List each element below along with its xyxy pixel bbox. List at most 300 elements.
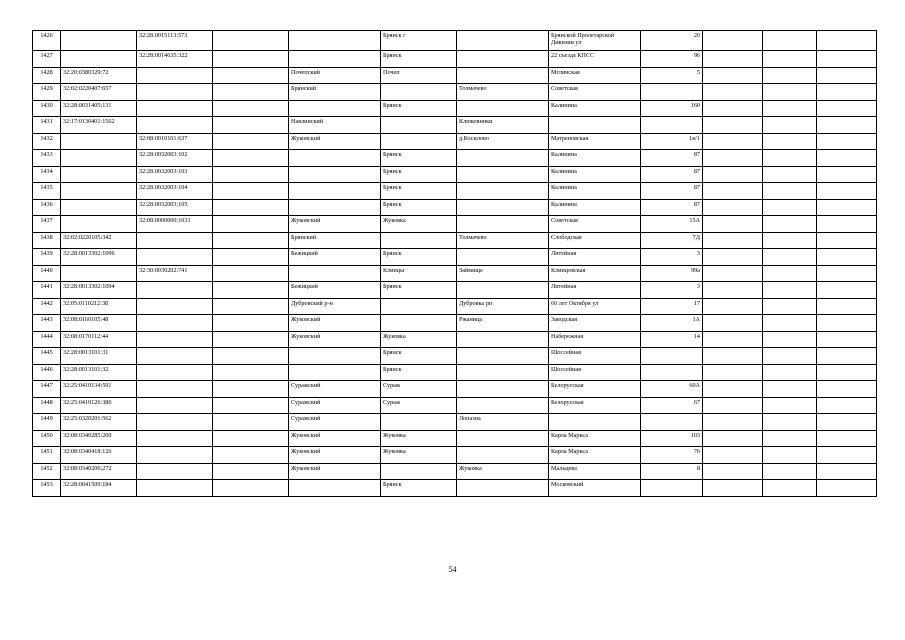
cell-settlement (457, 348, 549, 365)
cell-city: Брянск (381, 480, 457, 497)
cell-city: Клинцы (381, 265, 457, 282)
cell-settlement (457, 150, 549, 167)
cell-extra-3 (817, 183, 877, 200)
cell-extra-cadastral (213, 100, 289, 117)
table-row (33, 381, 877, 398)
cell-city (381, 463, 457, 480)
cell-settlement (457, 430, 549, 447)
cell-cadastral-number-building (137, 447, 213, 464)
cell-settlement (457, 166, 549, 183)
cell-cadastral-number-building (137, 348, 213, 365)
table-row (33, 133, 877, 150)
cell-district (289, 31, 381, 51)
cell-street: Калинина (549, 183, 641, 200)
cell-extra-3 (817, 249, 877, 266)
cell-extra-1 (703, 133, 763, 150)
cell-extra-cadastral (213, 67, 289, 84)
cell-city: Брянск (381, 100, 457, 117)
cell-settlement (457, 31, 549, 51)
cell-extra-cadastral (213, 166, 289, 183)
cell-settlement (457, 331, 549, 348)
cell-settlement: Толмачево (457, 232, 549, 249)
cell-extra-1 (703, 480, 763, 497)
cell-settlement: Толмачево (457, 84, 549, 101)
cell-row-number: 1429 (33, 84, 61, 101)
cell-extra-2 (763, 117, 817, 134)
cell-house-number: 1А (641, 315, 703, 332)
cell-row-number: 1442 (33, 298, 61, 315)
cell-city: Жуковка (381, 216, 457, 233)
cell-extra-3 (817, 381, 877, 398)
cell-extra-cadastral (213, 199, 289, 216)
cell-extra-2 (763, 183, 817, 200)
cell-district: Бежицкий (289, 249, 381, 266)
table-row (33, 249, 877, 266)
cell-cadastral-number-building: 32:28:0032003:104 (137, 183, 213, 200)
cell-extra-cadastral (213, 51, 289, 68)
cell-house-number (641, 348, 703, 365)
cell-settlement (457, 397, 549, 414)
cell-extra-3 (817, 199, 877, 216)
cell-extra-1 (703, 84, 763, 101)
cell-cadastral-number-land: 32:25:0320201:562 (61, 414, 137, 431)
cell-extra-2 (763, 67, 817, 84)
cell-cadastral-number-land: 32:28:0041509:184 (61, 480, 137, 497)
cell-row-number: 1437 (33, 216, 61, 233)
cell-district: Бежицкий (289, 282, 381, 299)
cell-cadastral-number-building (137, 364, 213, 381)
table-row (33, 348, 877, 365)
cell-extra-2 (763, 166, 817, 183)
cell-extra-1 (703, 447, 763, 464)
cell-extra-1 (703, 100, 763, 117)
table-row (33, 199, 877, 216)
cell-extra-3 (817, 315, 877, 332)
table-row (33, 430, 877, 447)
cell-house-number: 103 (641, 430, 703, 447)
cell-extra-1 (703, 414, 763, 431)
cell-extra-3 (817, 265, 877, 282)
cell-city: Сураж (381, 397, 457, 414)
cell-house-number: 15А (641, 216, 703, 233)
cell-extra-2 (763, 298, 817, 315)
cell-city: Брянск г (381, 31, 457, 51)
cell-street: Калинина (549, 166, 641, 183)
cell-cadastral-number-land (61, 199, 137, 216)
cell-row-number: 1445 (33, 348, 61, 365)
cell-extra-3 (817, 67, 877, 84)
cell-house-number: 87 (641, 183, 703, 200)
cell-extra-3 (817, 447, 877, 464)
table-row (33, 216, 877, 233)
cell-row-number: 1432 (33, 133, 61, 150)
cell-extra-cadastral (213, 265, 289, 282)
cell-settlement: Клюковники (457, 117, 549, 134)
cell-row-number: 1433 (33, 150, 61, 167)
cell-settlement: Дубровка рп (457, 298, 549, 315)
cell-district (289, 348, 381, 365)
cell-cadastral-number-building: 32:28:0015113:573 (137, 31, 213, 51)
cell-district: Навлинский (289, 117, 381, 134)
register-table (32, 30, 877, 497)
cell-extra-1 (703, 265, 763, 282)
cell-cadastral-number-land: 32:02:0220407:657 (61, 84, 137, 101)
cell-extra-3 (817, 414, 877, 431)
cell-cadastral-number-land (61, 265, 137, 282)
cell-settlement (457, 51, 549, 68)
cell-house-number: 3 (641, 249, 703, 266)
table-row (33, 232, 877, 249)
cell-row-number: 1449 (33, 414, 61, 431)
cell-settlement: Лопазна (457, 414, 549, 431)
cell-district: Жуковский (289, 463, 381, 480)
table-row (33, 282, 877, 299)
cell-street: Калинина (549, 199, 641, 216)
cell-cadastral-number-building (137, 331, 213, 348)
cell-extra-2 (763, 447, 817, 464)
cell-house-number: 3 (641, 282, 703, 299)
cell-cadastral-number-land: 32:17:0130401:1562 (61, 117, 137, 134)
cell-house-number: 87 (641, 199, 703, 216)
cell-city: Жуковка (381, 430, 457, 447)
table-row (33, 298, 877, 315)
cell-cadastral-number-building: 32:28:0032003:103 (137, 166, 213, 183)
cell-extra-2 (763, 397, 817, 414)
cell-extra-cadastral (213, 133, 289, 150)
cell-extra-cadastral (213, 249, 289, 266)
cell-cadastral-number-land: 32:08:0340418:126 (61, 447, 137, 464)
cell-extra-2 (763, 381, 817, 398)
cell-row-number: 1438 (33, 232, 61, 249)
cell-extra-3 (817, 282, 877, 299)
cell-street: 60 лет Октября ул (549, 298, 641, 315)
cell-extra-3 (817, 463, 877, 480)
cell-extra-3 (817, 348, 877, 365)
cell-house-number: 96 (641, 51, 703, 68)
cell-extra-1 (703, 232, 763, 249)
cell-extra-cadastral (213, 232, 289, 249)
cell-extra-cadastral (213, 117, 289, 134)
cell-house-number: 87 (641, 166, 703, 183)
cell-street: Слободская (549, 232, 641, 249)
cell-extra-3 (817, 397, 877, 414)
table-row (33, 150, 877, 167)
cell-cadastral-number-building: 32:30:0030202:741 (137, 265, 213, 282)
table-row (33, 447, 877, 464)
cell-row-number: 1451 (33, 447, 61, 464)
cell-extra-1 (703, 348, 763, 365)
page-number: 54 (448, 565, 457, 574)
cell-city: Брянск (381, 348, 457, 365)
cell-extra-3 (817, 216, 877, 233)
cell-district: Дубровский р-н (289, 298, 381, 315)
cell-settlement: Жуковка (457, 463, 549, 480)
cell-cadastral-number-building (137, 84, 213, 101)
cell-extra-1 (703, 463, 763, 480)
cell-street: Заводская (549, 315, 641, 332)
cell-extra-1 (703, 282, 763, 299)
table-row (33, 84, 877, 101)
cell-row-number: 1453 (33, 480, 61, 497)
cell-extra-cadastral (213, 150, 289, 167)
cell-cadastral-number-land: 32:25:0410134:591 (61, 381, 137, 398)
cell-row-number: 1450 (33, 430, 61, 447)
cell-house-number (641, 117, 703, 134)
cell-row-number: 1435 (33, 183, 61, 200)
cell-cadastral-number-building: 32:28:0032003:105 (137, 199, 213, 216)
cell-extra-1 (703, 150, 763, 167)
cell-cadastral-number-building (137, 414, 213, 431)
cell-cadastral-number-land: 32:05:0110212:38 (61, 298, 137, 315)
cell-row-number: 1441 (33, 282, 61, 299)
cell-cadastral-number-land (61, 51, 137, 68)
cell-extra-2 (763, 232, 817, 249)
cell-district (289, 364, 381, 381)
cell-cadastral-number-land: 32:08:0170112:44 (61, 331, 137, 348)
cell-extra-cadastral (213, 282, 289, 299)
cell-extra-2 (763, 315, 817, 332)
cell-street: Литейная (549, 282, 641, 299)
cell-extra-cadastral (213, 397, 289, 414)
cell-cadastral-number-building: 32:28:0032003:102 (137, 150, 213, 167)
cell-city: Брянск (381, 249, 457, 266)
cell-street: Калинина (549, 150, 641, 167)
cell-extra-2 (763, 51, 817, 68)
cell-row-number: 1443 (33, 315, 61, 332)
cell-settlement: Ржаница (457, 315, 549, 332)
cell-cadastral-number-land: 32:20:0380329:72 (61, 67, 137, 84)
cell-cadastral-number-land (61, 183, 137, 200)
cell-cadastral-number-building (137, 100, 213, 117)
cell-extra-1 (703, 117, 763, 134)
table-row (33, 480, 877, 497)
cell-row-number: 1428 (33, 67, 61, 84)
cell-row-number: 1447 (33, 381, 61, 398)
cell-city: Жуковка (381, 331, 457, 348)
cell-street: Советская (549, 84, 641, 101)
cell-row-number: 1444 (33, 331, 61, 348)
cell-house-number: 67 (641, 397, 703, 414)
cell-extra-1 (703, 397, 763, 414)
cell-cadastral-number-land: 32:28:0013302:1094 (61, 282, 137, 299)
cell-extra-3 (817, 100, 877, 117)
cell-district: Жуковский (289, 447, 381, 464)
cell-row-number: 1436 (33, 199, 61, 216)
cell-house-number: 20 (641, 31, 703, 51)
cell-extra-3 (817, 51, 877, 68)
cell-extra-1 (703, 31, 763, 51)
cell-street: Клинцовская (549, 265, 641, 282)
cell-house-number: 76 (641, 447, 703, 464)
cell-street: Карла Маркса (549, 447, 641, 464)
cell-house-number (641, 414, 703, 431)
cell-cadastral-number-land: 32:08:0340206:272 (61, 463, 137, 480)
cell-street: Мальцева (549, 463, 641, 480)
cell-street: Шоссейная (549, 364, 641, 381)
cell-district: Жуковский (289, 133, 381, 150)
cell-extra-cadastral (213, 331, 289, 348)
cell-cadastral-number-building (137, 315, 213, 332)
cell-extra-2 (763, 282, 817, 299)
cell-settlement (457, 67, 549, 84)
cell-row-number: 1440 (33, 265, 61, 282)
cell-city: Почеп (381, 67, 457, 84)
cell-row-number: 1446 (33, 364, 61, 381)
cell-settlement (457, 447, 549, 464)
cell-extra-cadastral (213, 480, 289, 497)
cell-cadastral-number-land: 32:28:0013101:32 (61, 364, 137, 381)
cell-extra-1 (703, 67, 763, 84)
cell-extra-3 (817, 84, 877, 101)
cell-row-number: 1452 (33, 463, 61, 480)
cell-extra-cadastral (213, 31, 289, 51)
cell-cadastral-number-building (137, 298, 213, 315)
cell-house-number: 1в/1 (641, 133, 703, 150)
cell-street: Калинина (549, 100, 641, 117)
cell-cadastral-number-building (137, 430, 213, 447)
cell-house-number: 60А (641, 381, 703, 398)
cell-settlement: Займище (457, 265, 549, 282)
cell-district (289, 150, 381, 167)
cell-extra-cadastral (213, 84, 289, 101)
cell-house-number: 17 (641, 298, 703, 315)
cell-street (549, 117, 641, 134)
cell-street: Белорусская (549, 381, 641, 398)
cell-city (381, 315, 457, 332)
cell-city: Брянск (381, 364, 457, 381)
cell-cadastral-number-building (137, 232, 213, 249)
cell-extra-2 (763, 480, 817, 497)
cell-district: Жуковский (289, 315, 381, 332)
cell-settlement (457, 100, 549, 117)
cell-district: Брянский (289, 232, 381, 249)
cell-cadastral-number-building (137, 117, 213, 134)
cell-district: Суражский (289, 414, 381, 431)
cell-extra-cadastral (213, 348, 289, 365)
table-row (33, 31, 877, 51)
cell-extra-2 (763, 133, 817, 150)
cell-extra-2 (763, 84, 817, 101)
cell-house-number: 8 (641, 463, 703, 480)
cell-extra-cadastral (213, 430, 289, 447)
table-row (33, 100, 877, 117)
cell-cadastral-number-building (137, 249, 213, 266)
cell-district: Жуковский (289, 430, 381, 447)
cell-street: Литейная (549, 249, 641, 266)
cell-district: Суражский (289, 397, 381, 414)
cell-extra-1 (703, 166, 763, 183)
cell-cadastral-number-building: 32:08:0000000:1031 (137, 216, 213, 233)
cell-district: Брянский (289, 84, 381, 101)
cell-cadastral-number-building (137, 480, 213, 497)
cell-extra-cadastral (213, 447, 289, 464)
cell-cadastral-number-building (137, 463, 213, 480)
cell-cadastral-number-building: 32:28:0014635:322 (137, 51, 213, 68)
cell-extra-cadastral (213, 381, 289, 398)
cell-extra-cadastral (213, 216, 289, 233)
cell-row-number: 1439 (33, 249, 61, 266)
cell-city: Брянск (381, 282, 457, 299)
cell-district (289, 166, 381, 183)
cell-settlement (457, 199, 549, 216)
cell-district (289, 480, 381, 497)
cell-cadastral-number-land: 32:28:0013101:31 (61, 348, 137, 365)
cell-extra-1 (703, 331, 763, 348)
cell-city (381, 298, 457, 315)
cell-street: Московский (549, 480, 641, 497)
cell-city: Брянск (381, 199, 457, 216)
register-table-body (33, 31, 877, 497)
cell-extra-2 (763, 265, 817, 282)
cell-extra-2 (763, 364, 817, 381)
table-row (33, 414, 877, 431)
cell-extra-2 (763, 414, 817, 431)
cell-extra-1 (703, 315, 763, 332)
cell-cadastral-number-land: 32:08:0160105:48 (61, 315, 137, 332)
table-row (33, 364, 877, 381)
cell-street: 22 съезда КПСС (549, 51, 641, 68)
cell-city (381, 84, 457, 101)
cell-cadastral-number-land: 32:28:0013302:1096 (61, 249, 137, 266)
cell-extra-2 (763, 199, 817, 216)
cell-cadastral-number-building (137, 381, 213, 398)
cell-cadastral-number-land (61, 31, 137, 51)
cell-street: Белорусская (549, 397, 641, 414)
cell-extra-3 (817, 232, 877, 249)
cell-street (549, 414, 641, 431)
cell-cadastral-number-land (61, 150, 137, 167)
cell-extra-3 (817, 298, 877, 315)
table-row (33, 183, 877, 200)
cell-street: Мглинская (549, 67, 641, 84)
cell-row-number: 1427 (33, 51, 61, 68)
cell-street: Шоссейная (549, 348, 641, 365)
cell-extra-2 (763, 249, 817, 266)
cell-cadastral-number-building: 32:08:0010101:637 (137, 133, 213, 150)
cell-extra-3 (817, 331, 877, 348)
cell-extra-2 (763, 100, 817, 117)
cell-extra-cadastral (213, 414, 289, 431)
cell-house-number: 5 (641, 67, 703, 84)
cell-city: Сураж (381, 381, 457, 398)
cell-extra-cadastral (213, 298, 289, 315)
cell-house-number: 87 (641, 150, 703, 167)
cell-cadastral-number-land: 32:02:0220105:342 (61, 232, 137, 249)
cell-district (289, 100, 381, 117)
table-row (33, 67, 877, 84)
cell-extra-1 (703, 199, 763, 216)
cell-district (289, 265, 381, 282)
cell-extra-2 (763, 463, 817, 480)
cell-extra-1 (703, 298, 763, 315)
table-row (33, 463, 877, 480)
cell-extra-1 (703, 364, 763, 381)
cell-street: Матреновская (549, 133, 641, 150)
cell-extra-2 (763, 430, 817, 447)
cell-city (381, 133, 457, 150)
cell-district: Суражский (289, 381, 381, 398)
cell-extra-3 (817, 430, 877, 447)
cell-extra-3 (817, 166, 877, 183)
cell-city (381, 414, 457, 431)
cell-city: Брянск (381, 51, 457, 68)
cell-extra-cadastral (213, 183, 289, 200)
table-row (33, 331, 877, 348)
cell-district: Жуковский (289, 216, 381, 233)
cell-extra-3 (817, 364, 877, 381)
cell-extra-1 (703, 430, 763, 447)
cell-cadastral-number-land: 32:28:0031405:131 (61, 100, 137, 117)
